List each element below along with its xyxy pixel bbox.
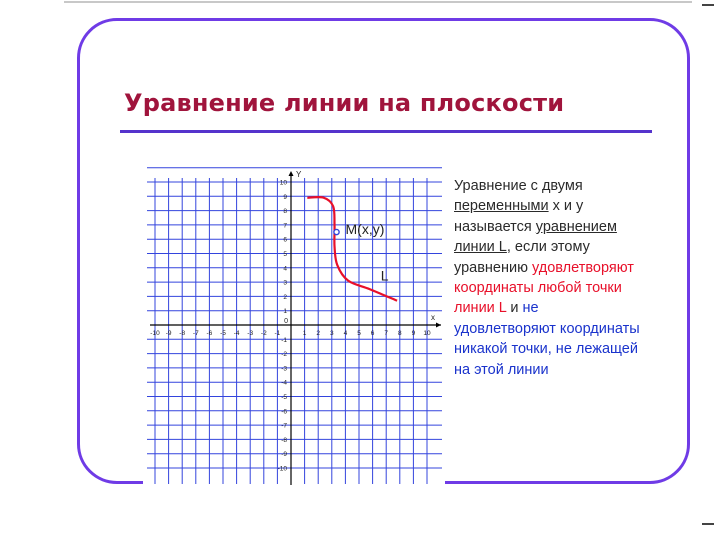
x-tick-label: 6 <box>370 330 375 337</box>
x-tick-label: -6 <box>206 330 213 337</box>
slide-title: Уравнение линии на плоскости <box>124 89 565 117</box>
text-no-point: никакой точки, не лежащей <box>454 341 638 358</box>
definition-text <box>454 176 676 380</box>
text-not: не <box>522 300 539 317</box>
point-M-label: M(x,y) <box>345 221 385 238</box>
y-tick-label: 7 <box>283 222 287 230</box>
y-tick-label: -6 <box>281 408 287 416</box>
x-tick-label: -3 <box>247 330 254 337</box>
y-axis-label: Y <box>296 170 302 179</box>
y-tick-label: 2 <box>283 293 287 301</box>
text-equation: уравнением <box>535 218 617 235</box>
x-axis-label: x <box>431 313 435 322</box>
x-tick-label: 1 <box>302 330 307 337</box>
x-tick-label: 10 <box>423 330 431 337</box>
x-tick-label: -1 <box>274 330 281 337</box>
x-tick-label: 2 <box>316 330 321 337</box>
y-tick-label: -10 <box>277 465 287 473</box>
y-tick-label: -8 <box>281 436 287 444</box>
y-tick-label: -7 <box>281 422 287 430</box>
x-tick-label: 9 <box>411 330 416 337</box>
y-tick-label: 1 <box>283 308 287 316</box>
text-not-satisfy: удовлетворяют координаты <box>454 320 640 337</box>
text-coords-any-point: координаты любой точки <box>454 280 622 297</box>
y-tick-label: 10 <box>279 179 287 187</box>
y-tick-label: 6 <box>283 236 287 244</box>
text-if-this: , если этому <box>506 239 590 256</box>
y-tick-label: 5 <box>283 251 287 258</box>
y-tick-label: -4 <box>281 379 287 387</box>
text-variables: переменными <box>454 198 549 215</box>
text-line-L-2: линии L <box>454 300 507 317</box>
x-tick-label: -8 <box>179 330 186 337</box>
y-tick-label: -1 <box>281 336 287 344</box>
x-tick-label: 8 <box>397 330 402 337</box>
y-tick-label: 3 <box>283 279 287 287</box>
y-tick-label: 4 <box>283 265 287 273</box>
text-x-and-y: x и у <box>548 198 584 215</box>
x-tick-label: -5 <box>220 330 226 337</box>
y-tick-label: -5 <box>281 394 287 401</box>
x-tick-label: -2 <box>260 330 267 337</box>
y-tick-label: 9 <box>283 193 287 201</box>
text-and: и <box>506 300 523 317</box>
x-tick-label: -10 <box>150 330 160 337</box>
point-M <box>334 229 339 234</box>
x-tick-label: 5 <box>357 330 361 337</box>
y-axis-arrow <box>289 171 294 176</box>
x-tick-label: -9 <box>165 330 172 337</box>
x-tick-label: 4 <box>343 330 348 337</box>
text-line-L: линии L <box>454 239 507 256</box>
x-tick-label: -4 <box>233 330 240 337</box>
y-tick-label: 8 <box>283 208 287 216</box>
y-tick-label: -3 <box>281 365 287 373</box>
text-called: называется <box>454 218 536 235</box>
curve-L-label: L <box>380 267 389 284</box>
text-on-this-line: на этой линии <box>454 361 549 378</box>
x-tick-label: 7 <box>384 330 389 337</box>
x-tick-label: 3 <box>329 330 334 337</box>
text-line-1: Уравнение с двумя <box>454 178 583 194</box>
origin-label: 0 <box>284 318 288 325</box>
text-satisfy: удовлетворяют <box>532 259 634 276</box>
y-tick-label: -2 <box>281 351 287 359</box>
x-tick-label: -7 <box>192 330 199 337</box>
y-tick-label: -9 <box>281 451 287 459</box>
text-equation-dative: уравнению <box>454 259 533 276</box>
